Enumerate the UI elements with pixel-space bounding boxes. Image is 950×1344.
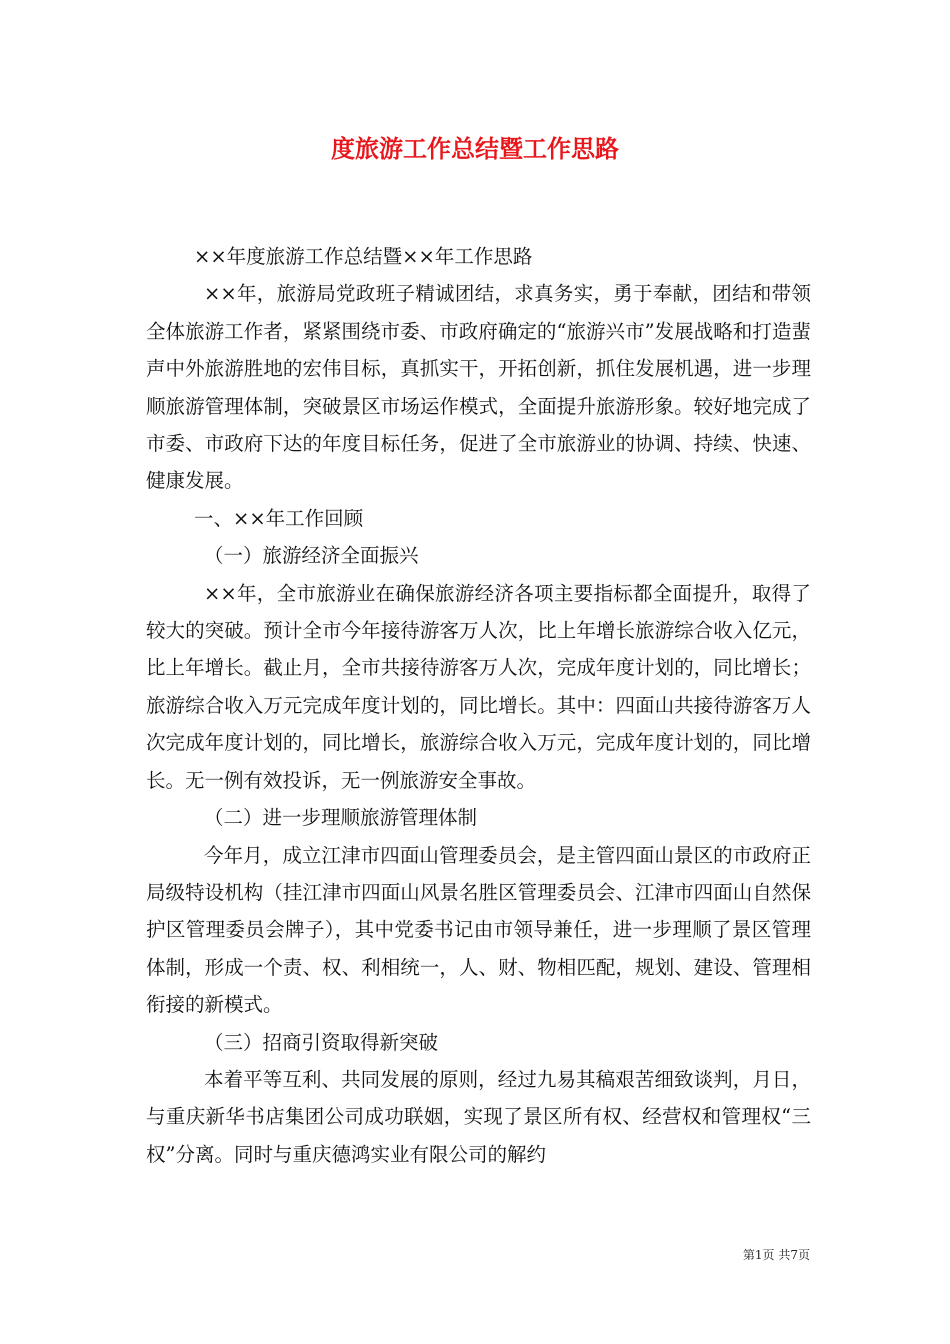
body-paragraph: 本着平等互利、共同发展的原则，经过九易其稿艰苦细致谈判，月日，与重庆新华书店集团公司成功联姻，实现了景区所有权、经营权和管理权“三权”分离。同时与重庆德鸿实业有限公司的解约 [146,1067,811,1166]
section-heading: 一、××年工作回顾 [194,506,364,530]
subtitle-paragraph: ××年度旅游工作总结暨××年工作思路 [194,245,533,268]
subsection-heading: （三）招商引资取得新突破 [204,1030,439,1054]
page-number: 第1页 共7页 [742,1248,810,1262]
document-body [146,238,811,1173]
body-paragraph: ××年，全市旅游业在确保旅游经济各项主要指标都全面提升，取得了较大的突破。预计全市今年接待游客万人次，比上年增长旅游综合收入亿元，比上年增长。截止月，全市共接待游客万人次，完成年度计划的，同比增长；旅游综合收入万元完成年度计划的，同比增长。其中：四面山共接待游客万人次完成年度计划的，同比增长，旅游综合收入万元，完成年度计划的，同比增长。无一例有效投诉，无一例旅游安全事故。 [146,581,811,792]
subsection-heading: （二）进一步理顺旅游管理体制 [204,806,478,830]
subsection-heading: （一）旅游经济全面振兴 [204,544,419,568]
document-title: 度旅游工作总结暨工作思路 [331,134,619,163]
intro-paragraph: ××年，旅游局党政班子精诚团结，求真务实，勇于奉献，团结和带领全体旅游工作者，紧紧围绕市委、市政府确定的“旅游兴市”发展战略和打造蜚声中外旅游胜地的宏伟目标，真抓实干，开拓创新，抓住发展机遇，进一步理顺旅游管理体制，突破景区市场运作模式，全面提升旅游形象。较好地完成了市委、市政府下达的年度目标任务，促进了全市旅游业的协调、持续、快速、健康发展。 [146,282,811,493]
body-paragraph: 今年月，成立江津市四面山管理委员会，是主管四面山景区的市政府正局级特设机构（挂江津市四面山风景名胜区管理委员会、江津市四面山自然保护区管理委员会牌子），其中党委书记由市领导兼任，进一步理顺了景区管理体制，形成一个责、权、利相统一，人、财、物相匹配，规划、建设、管理相衔接的新模式。 [146,843,811,1017]
